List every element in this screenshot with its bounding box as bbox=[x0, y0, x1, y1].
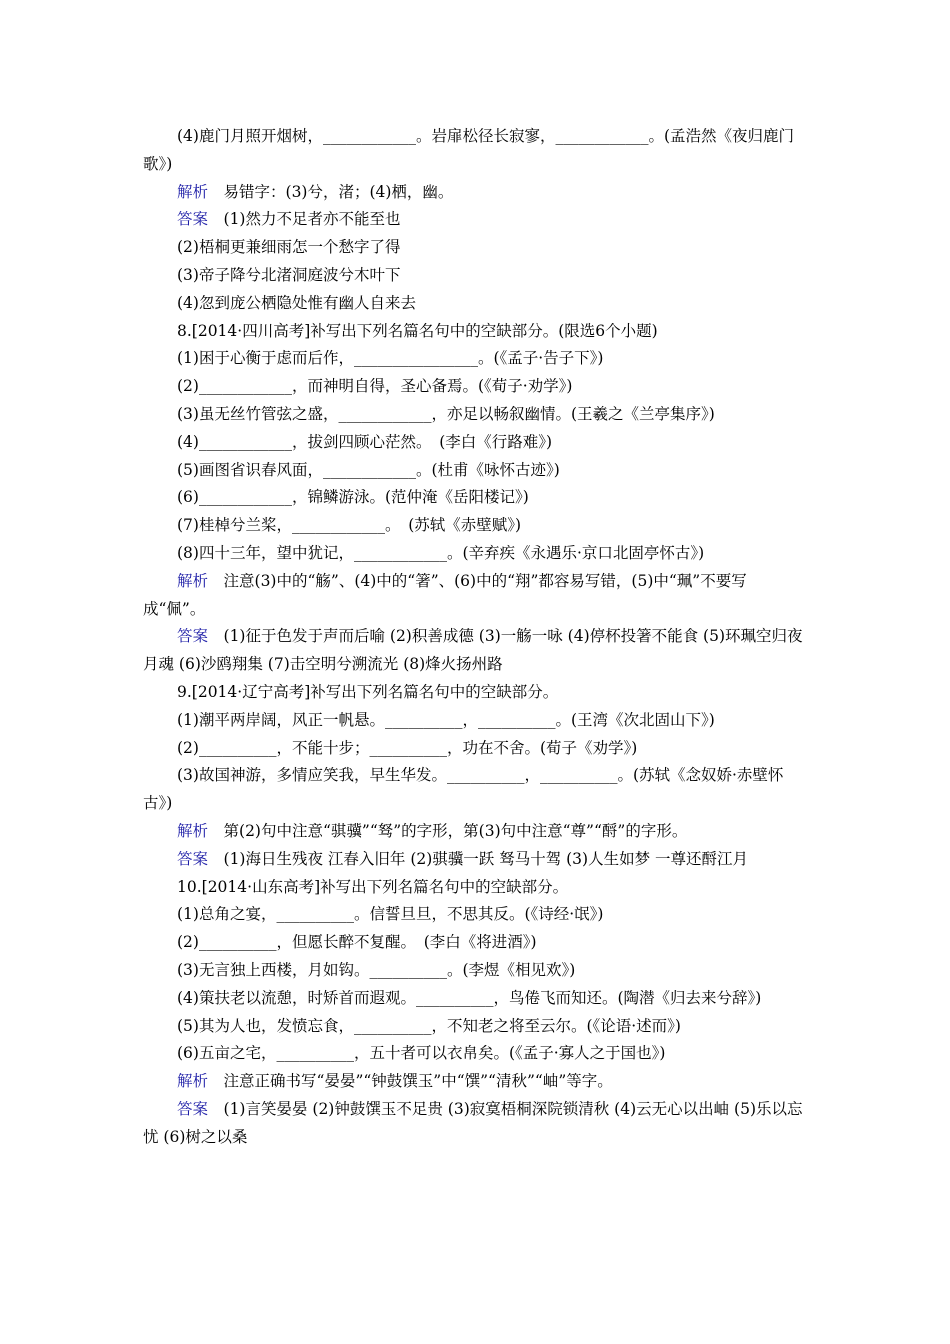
paragraph-text: 注意正确书写“晏晏”“钟鼓馔玉”中“馔”“清秋”“岫”等字。 bbox=[208, 1072, 613, 1091]
text-paragraph bbox=[143, 262, 806, 290]
analysis-paragraph bbox=[143, 568, 806, 624]
paragraph-text: 注意(3)中的“觞”、(4)中的“箸”、(6)中的“翔”都容易写错，(5)中“珮”不要写成“佩”。 bbox=[143, 571, 747, 618]
text-paragraph bbox=[143, 345, 806, 373]
analysis-label: 解析 bbox=[177, 821, 209, 840]
text-paragraph bbox=[143, 373, 806, 401]
paragraph-text: (7)桂棹兮兰桨，____________。 (苏轼《赤壁赋》) bbox=[177, 516, 522, 535]
text-paragraph bbox=[143, 123, 806, 179]
text-paragraph bbox=[143, 484, 806, 512]
paragraph-text: (1)海日生残夜 江春入旧年 (2)骐骥一跃 驽马十驾 (3)人生如梦 一尊还酹江月 bbox=[208, 849, 749, 868]
text-paragraph bbox=[143, 401, 806, 429]
paragraph-text: (4)____________，拔剑四顾心茫然。 (李白《行路难》) bbox=[177, 432, 553, 451]
paragraph-text: (1)困于心衡于虑而后作，________________。(《孟子·告子下》) bbox=[177, 349, 604, 368]
text-paragraph bbox=[143, 735, 806, 763]
paragraph-text: (4)忽到庞公栖隐处惟有幽人自来去 bbox=[177, 293, 416, 312]
paragraph-text: 易错字：(3)兮，渚；(4)栖，幽。 bbox=[208, 182, 454, 201]
paragraph-text: (1)潮平两岸阔，风正一帆悬。__________，__________。(王湾《次北固山下》) bbox=[177, 710, 715, 729]
text-paragraph bbox=[143, 985, 806, 1013]
paragraph-text: 9.[2014·辽宁高考]补写出下列名篇名句中的空缺部分。 bbox=[177, 682, 559, 701]
paragraph-text: 10.[2014·山东高考]补写出下列名篇名句中的空缺部分。 bbox=[177, 877, 569, 896]
paragraph-text: (2)__________，不能十步；__________，功在不舍。(荀子《劝学》) bbox=[177, 738, 638, 757]
document-body bbox=[143, 123, 806, 1151]
paragraph-text: (1)总角之宴，__________。信誓旦旦，不思其反。(《诗经·氓》) bbox=[177, 905, 604, 924]
paragraph-text: (1)征于色发于声而后喻 (2)积善成德 (3)一觞一咏 (4)停杯投箸不能食 (5)环珮空归夜月魂 (6)沙鸥翔集 (7)击空明兮溯流光 (8)烽火扬州路 bbox=[143, 627, 803, 674]
paragraph-text: (3)故国神游，多情应笑我，早生华发。__________，__________。(苏轼《念奴娇·赤壁怀古》) bbox=[143, 766, 784, 813]
text-paragraph bbox=[143, 429, 806, 457]
answer-paragraph bbox=[143, 623, 806, 679]
analysis-label: 解析 bbox=[177, 1072, 209, 1091]
answer-label: 答案 bbox=[177, 849, 209, 868]
paragraph-text: (4)鹿门月照开烟树，____________。岩扉松径长寂寥，____________。(孟浩然《夜归鹿门歌》) bbox=[143, 127, 795, 173]
text-paragraph bbox=[143, 707, 806, 735]
analysis-paragraph bbox=[143, 1068, 806, 1096]
answer-paragraph bbox=[143, 1096, 806, 1152]
analysis-paragraph bbox=[143, 818, 806, 846]
text-paragraph bbox=[143, 1013, 806, 1041]
answer-label: 答案 bbox=[177, 627, 209, 646]
paragraph-text: (3)虽无丝竹管弦之盛，____________，亦足以畅叙幽情。(王羲之《兰亭集序》) bbox=[177, 404, 715, 423]
paragraph-text: (8)四十三年，望中犹记，____________。(辛弃疾《永遇乐·京口北固亭怀古》) bbox=[177, 543, 705, 562]
paragraph-text: (3)无言独上西楼，月如钩。__________。(李煜《相见欢》) bbox=[177, 960, 576, 979]
text-paragraph bbox=[143, 679, 806, 707]
paragraph-text: (2)__________，但愿长醉不复醒。 (李白《将进酒》) bbox=[177, 933, 537, 952]
answer-label: 答案 bbox=[177, 210, 209, 229]
paragraph-text: (1)然力不足者亦不能至也 bbox=[208, 210, 401, 229]
analysis-label: 解析 bbox=[177, 182, 209, 201]
text-paragraph bbox=[143, 234, 806, 262]
analysis-label: 解析 bbox=[177, 571, 209, 590]
analysis-paragraph bbox=[143, 179, 806, 207]
paragraph-text: 第(2)句中注意“骐骥”“驽”的字形，第(3)句中注意“尊”“酹”的字形。 bbox=[208, 821, 688, 840]
text-paragraph bbox=[143, 957, 806, 985]
answer-label: 答案 bbox=[177, 1099, 209, 1118]
text-paragraph bbox=[143, 1040, 806, 1068]
text-paragraph bbox=[143, 318, 806, 346]
paragraph-text: (5)其为人也，发愤忘食，__________，不知老之将至云尔。(《论语·述而》) bbox=[177, 1016, 681, 1035]
paragraph-text: 8.[2014·四川高考]补写出下列名篇名句中的空缺部分。(限选6个小题) bbox=[177, 321, 658, 340]
paragraph-text: (5)画图省识春风面，____________。(杜甫《咏怀古迹》) bbox=[177, 460, 560, 479]
text-paragraph bbox=[143, 540, 806, 568]
paragraph-text: (2)梧桐更兼细雨怎一个愁字了得 bbox=[177, 238, 401, 257]
text-paragraph bbox=[143, 901, 806, 929]
text-paragraph bbox=[143, 290, 806, 318]
answer-paragraph bbox=[143, 846, 806, 874]
answer-paragraph bbox=[143, 206, 806, 234]
paragraph-text: (6)____________，锦鳞游泳。(范仲淹《岳阳楼记》) bbox=[177, 488, 529, 507]
paragraph-text: (4)策扶老以流憩，时矫首而遐观。__________，鸟倦飞而知还。(陶潜《归去来兮辞》) bbox=[177, 988, 762, 1007]
paragraph-text: (1)言笑晏晏 (2)钟鼓馔玉不足贵 (3)寂寞梧桐深院锁清秋 (4)云无心以出岫 (5)乐以忘忧 (6)树之以桑 bbox=[143, 1099, 803, 1146]
text-paragraph bbox=[143, 929, 806, 957]
text-paragraph bbox=[143, 457, 806, 485]
text-paragraph bbox=[143, 762, 806, 818]
paragraph-text: (6)五亩之宅，__________，五十者可以衣帛矣。(《孟子·寡人之于国也》) bbox=[177, 1044, 666, 1063]
text-paragraph bbox=[143, 874, 806, 902]
paragraph-text: (3)帝子降兮北渚洞庭波兮木叶下 bbox=[177, 265, 401, 284]
text-paragraph bbox=[143, 512, 806, 540]
paragraph-text: (2)____________，而神明自得，圣心备焉。(《荀子·劝学》) bbox=[177, 377, 573, 396]
